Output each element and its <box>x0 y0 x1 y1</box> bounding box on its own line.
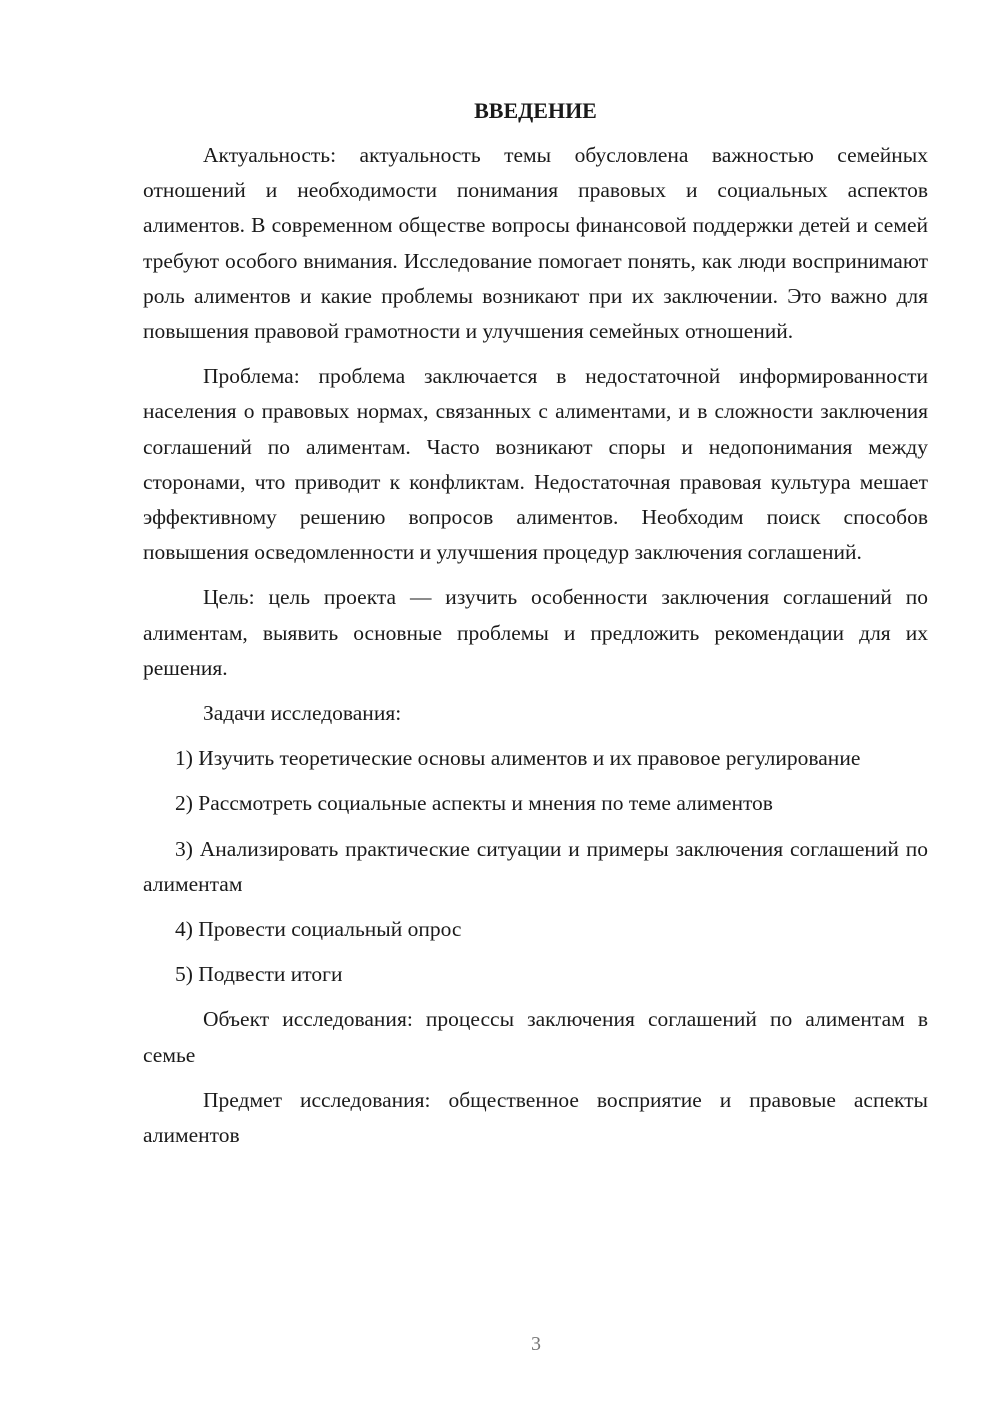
relevance-paragraph: Актуальность: актуальность темы обусловлена важностью семейных отношений и необходимости понимания правовых и социальных аспектов алиментов. В современном обществе вопросы финансовой поддержки детей и семей требуют особого внимания. Исследование помогает понять, как люди воспринимают роль алиментов и какие проблемы возникают при их заключении. Это важно для повышения правовой грамотности и улучшения семейных отношений. <box>143 143 928 344</box>
paragraph-gap <box>143 776 928 786</box>
page-number: 3 <box>531 1333 541 1355</box>
paragraph-gap <box>143 947 928 957</box>
document-page <box>143 96 928 1153</box>
paragraph-gap <box>143 1073 928 1083</box>
task-item-4: 4) Провести социальный опрос <box>175 917 462 942</box>
problem-paragraph: Проблема: проблема заключается в недостаточной информированности населения о правовых нормах, связанных с алиментами, и в сложности заключения соглашений по алиментам. Часто возникают споры и недопонимания между сторонами, что приводит к конфликтам. Недостаточная правовая культура мешает эффективному решению вопросов алиментов. Необходим поиск способов повышения осведомленности и улучшения процедур заключения соглашений. <box>143 364 928 565</box>
task-item-5: 5) Подвести итоги <box>175 962 343 987</box>
paragraph-gap <box>143 822 928 832</box>
paragraph-gap <box>143 349 928 359</box>
paragraph-gap <box>143 992 928 1002</box>
subject-paragraph: Предмет исследования: общественное восприятие и правовые аспекты алиментов <box>143 1087 928 1148</box>
task-item-3: 3) Анализировать практические ситуации и примеры заключения соглашений по алиментам <box>143 836 928 896</box>
task-item-1: 1) Изучить теоретические основы алиментов и их правовое регулирование <box>175 746 861 771</box>
task-item-2: 2) Рассмотреть социальные аспекты и мнения по теме алиментов <box>175 791 773 816</box>
section-title: ВВЕДЕНИЕ <box>474 98 597 123</box>
paragraph-gap <box>143 570 928 580</box>
goal-paragraph: Цель: цель проекта — изучить особенности заключения соглашений по алиментам, выявить основные проблемы и предложить рекомендации для их решения. <box>143 585 928 680</box>
paragraph-gap <box>143 686 928 696</box>
tasks-heading: Задачи исследования: <box>203 701 402 726</box>
object-paragraph: Объект исследования: процессы заключения соглашений по алиментам в семье <box>143 1007 928 1067</box>
paragraph-gap <box>143 902 928 912</box>
paragraph-gap <box>143 731 928 741</box>
